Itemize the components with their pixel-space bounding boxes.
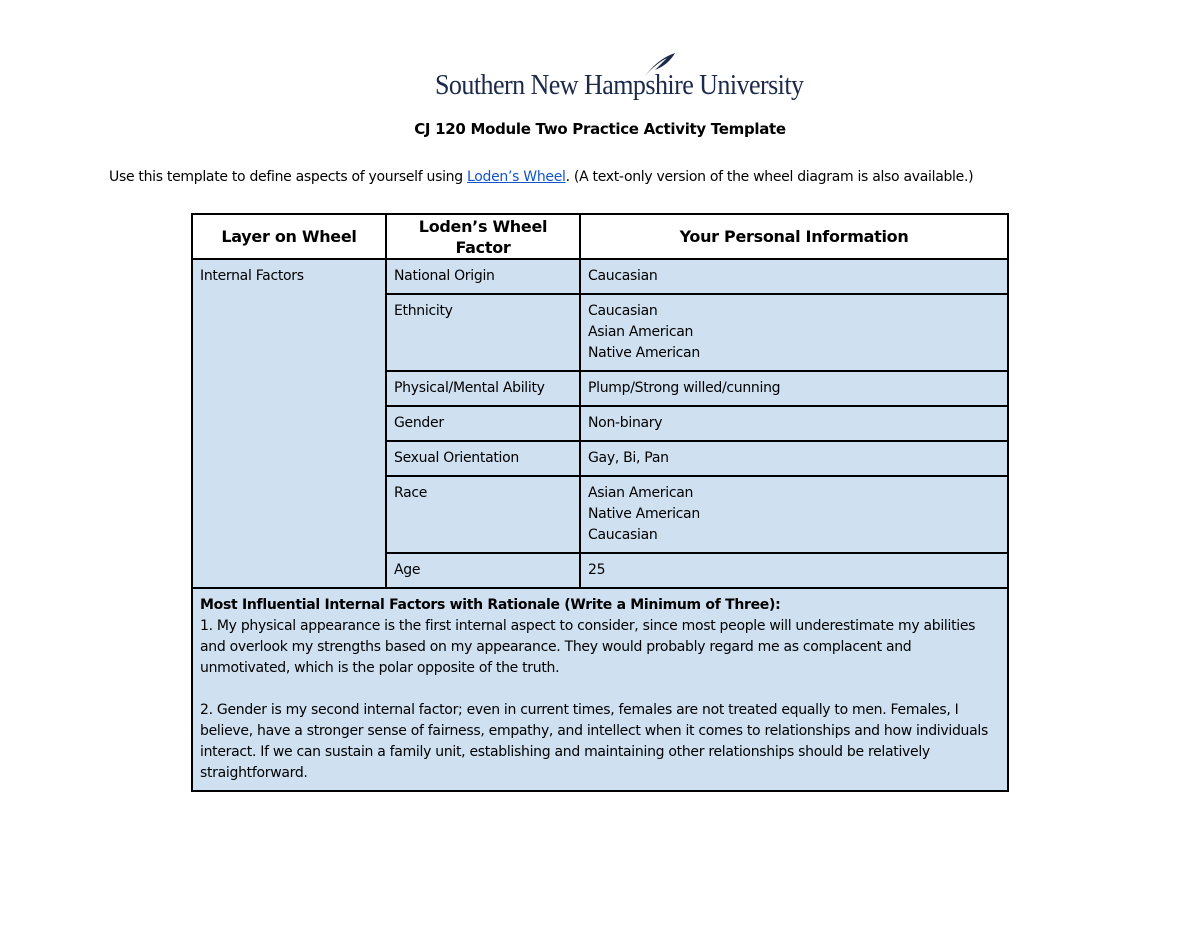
- paragraph-spacer: [200, 679, 1000, 700]
- layer-cell: Internal Factors: [192, 259, 386, 588]
- info-line: Caucasian: [588, 268, 658, 284]
- intro-text-start: Use this template to define aspects of yourself using: [109, 169, 467, 185]
- info-line: Asian American: [588, 485, 694, 501]
- header-layer: Layer on Wheel: [192, 214, 386, 259]
- info-cell: [580, 441, 1008, 476]
- summary-row: [192, 588, 1008, 791]
- intro-text-end: . (A text-only version of the wheel diagram is also available.): [565, 169, 974, 185]
- info-line: Caucasian: [588, 527, 658, 543]
- lodens-wheel-table: [191, 213, 1009, 792]
- info-line: 25: [588, 562, 606, 578]
- info-line: Asian American: [588, 324, 694, 340]
- info-cell: [580, 294, 1008, 371]
- summary-heading: Most Influential Internal Factors with Rationale (Write a Minimum of Three):: [200, 597, 781, 613]
- factor-cell: National Origin: [386, 259, 580, 294]
- university-logo: [433, 52, 804, 108]
- info-line: Native American: [588, 506, 700, 522]
- logo-wordmark: Southern New Hampshire University: [435, 70, 804, 101]
- info-cell: [580, 406, 1008, 441]
- header-personal-info: Your Personal Information: [580, 214, 1008, 259]
- factor-cell: Age: [386, 553, 580, 588]
- table-row: [192, 259, 1008, 294]
- factor-cell: Physical/Mental Ability: [386, 371, 580, 406]
- info-line: Non-binary: [588, 415, 663, 431]
- factor-cell: Gender: [386, 406, 580, 441]
- info-line: Plump/Strong willed/cunning: [588, 380, 781, 396]
- info-line: Gay, Bi, Pan: [588, 450, 669, 466]
- intro-paragraph: [109, 169, 973, 185]
- lodens-wheel-link[interactable]: Loden’s Wheel: [466, 169, 566, 185]
- factor-cell: Sexual Orientation: [386, 441, 580, 476]
- summary-paragraph-2: 2. Gender is my second internal factor; even in current times, females are not treated equally to men. Females, I believe, have a stronger sense of fairness, empathy, and intellect when it comes to relationships and how individuals interact. If we can sustain a family unit, establishing and maintaining other relationships should be relatively straightforward.: [200, 702, 988, 781]
- info-cell: [580, 553, 1008, 588]
- summary-cell: [192, 588, 1008, 791]
- factor-cell: Race: [386, 476, 580, 553]
- info-cell: [580, 371, 1008, 406]
- info-line: Native American: [588, 345, 700, 361]
- quill-icon: [643, 52, 677, 78]
- info-cell: [580, 476, 1008, 553]
- info-line: Caucasian: [588, 303, 658, 319]
- table-header-row: [192, 214, 1008, 259]
- info-cell: [580, 259, 1008, 294]
- factor-cell: Ethnicity: [386, 294, 580, 371]
- header-factor: Loden’s Wheel Factor: [386, 214, 580, 259]
- summary-paragraph-1: 1. My physical appearance is the first internal aspect to consider, since most people will underestimate my abilities and overlook my strengths based on my appearance. They would probably regard me as complacent and unmotivated, which is the polar opposite of the truth.: [200, 618, 976, 676]
- page-title: CJ 120 Module Two Practice Activity Template: [414, 120, 786, 138]
